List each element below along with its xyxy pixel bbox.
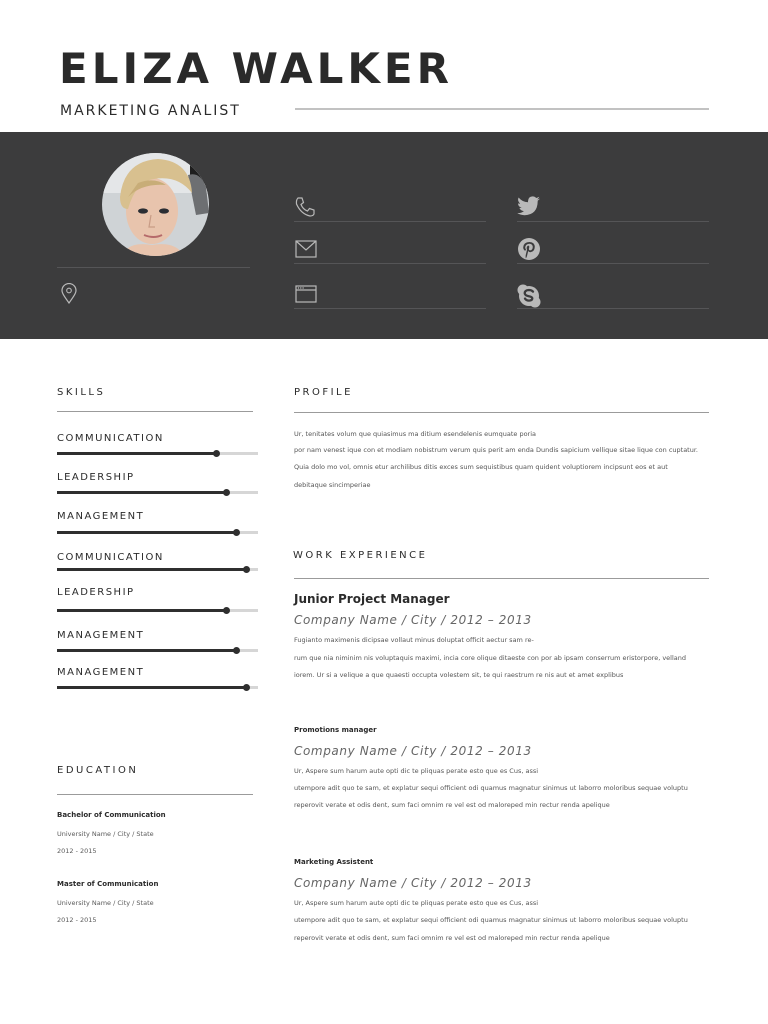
job-description-line: Ur, Aspere sum harum aute opti dic te pliquas perate esto que es Cus, assi [294,899,539,907]
skill-bar-fill [57,609,226,612]
skill-label: LEADERSHIP [57,587,135,598]
job-description-line: utempore adit quo te sam, et explatur sequi officient odi quamus magnatur sinimus ut laborro moloribus sequae voluptu [294,916,688,924]
pinterest-icon[interactable] [517,237,541,261]
skill-bar [57,531,258,534]
job-company: Company Name / City / 2012 – 2013 [294,744,532,758]
job-description-line: Fugianto maximenis dicipsae vollaut minus doluptat officit aectur sam re- [294,636,534,644]
work-experience-divider [294,578,709,579]
phone-divider [294,221,486,222]
job-description-line: utempore adit quo te sam, et explatur sequi officient odi quamus magnatur sinimus ut laborro moloribus sequae voluptu [294,784,688,792]
job-description-line: reperovit verate et odis dent, sum faci omnim re vel est od maloreped min rectur renda apelique [294,934,610,942]
skill-bar-handle [243,684,250,691]
skill-bar-fill [57,649,236,652]
mail-divider [294,263,486,264]
title-divider [295,108,709,110]
skill-label: COMMUNICATION [57,552,164,563]
job-description-line: Ur, Aspere sum harum aute opti dic te pliquas perate esto que es Cus, assi [294,767,539,775]
profile-text-line: por nam venest ique con et modiam nobistrum verum quis perit am enda Dundis sapicium vellique sitae lique con cuptatur. [294,446,698,454]
job-position: Marketing Assistent [294,858,374,866]
education-degree: Bachelor of Communication [57,811,166,819]
education-school: University Name / City / State [57,830,154,838]
profile-text-line: Quia dolo mo vol, omnis etur archilibus ditis exces sum sequistibus quam quident voluptiorem incipsunt eos et aut [294,463,668,471]
job-description-line: rum que nia niminim nis voluptaquis maximi, incia core olique ditaeste con por ab ipsam conserrum eristorpore, velland [294,654,687,662]
skype-divider [517,308,709,309]
job-position: Junior Project Manager [294,592,450,606]
skill-bar-fill [57,568,246,571]
resume-name: ELIZA WALKER [59,44,453,93]
skype-icon[interactable] [516,283,542,309]
skill-bar-handle [213,450,220,457]
education-years: 2012 - 2015 [57,847,97,855]
skill-bar [57,649,258,652]
skill-bar-handle [223,607,230,614]
education-school: University Name / City / State [57,899,154,907]
skill-bar-fill [57,491,226,494]
pinterest-divider [517,263,709,264]
photo-divider [57,267,250,268]
education-title: EDUCATION [57,765,139,776]
web-icon[interactable] [295,285,317,304]
twitter-icon[interactable] [517,196,541,216]
profile-text-line: Ur, tenitates volum que quiasimus ma ditium esendelenis eumquate poria [294,430,537,438]
skill-bar [57,452,258,455]
job-company: Company Name / City / 2012 – 2013 [294,876,532,890]
skill-bar [57,609,258,612]
education-degree: Master of Communication [57,880,159,888]
skill-bar [57,686,258,689]
skill-bar-fill [57,531,236,534]
skill-bar-handle [233,529,240,536]
job-company: Company Name / City / 2012 – 2013 [294,613,532,627]
skill-bar [57,568,258,571]
skill-label: COMMUNICATION [57,433,164,444]
profile-divider [294,412,709,413]
skill-label: MANAGEMENT [57,630,145,641]
profile-title: PROFILE [294,387,353,398]
skill-bar-handle [223,489,230,496]
profile-text-line: debitaque sincimperiae [294,481,371,489]
profile-photo [102,153,209,256]
twitter-divider [517,221,709,222]
skill-label: MANAGEMENT [57,667,145,678]
work-experience-title: WORK EXPERIENCE [293,550,428,561]
skill-bar-handle [233,647,240,654]
mail-icon[interactable] [295,240,317,259]
skills-title: SKILLS [57,387,106,398]
job-position: Promotions manager [294,726,377,734]
skill-bar [57,491,258,494]
skill-label: LEADERSHIP [57,472,135,483]
web-divider [294,308,486,309]
skills-divider [57,411,253,412]
skill-bar-handle [243,566,250,573]
job-description-line: reperovit verate et odis dent, sum faci omnim re vel est od maloreped min rectur renda apelique [294,801,610,809]
education-years: 2012 - 2015 [57,916,97,924]
skill-label: MANAGEMENT [57,511,145,522]
job-description-line: iorem. Ur si a velique a que quaesti occupta volestem sit, te qui raestrum re nis aut et amet explibus [294,671,624,679]
phone-icon[interactable] [294,196,316,218]
job-title: MARKETING ANALIST [60,103,241,119]
skill-bar-fill [57,452,216,455]
skill-bar-fill [57,686,246,689]
education-divider [57,794,253,795]
location-icon [60,283,78,305]
